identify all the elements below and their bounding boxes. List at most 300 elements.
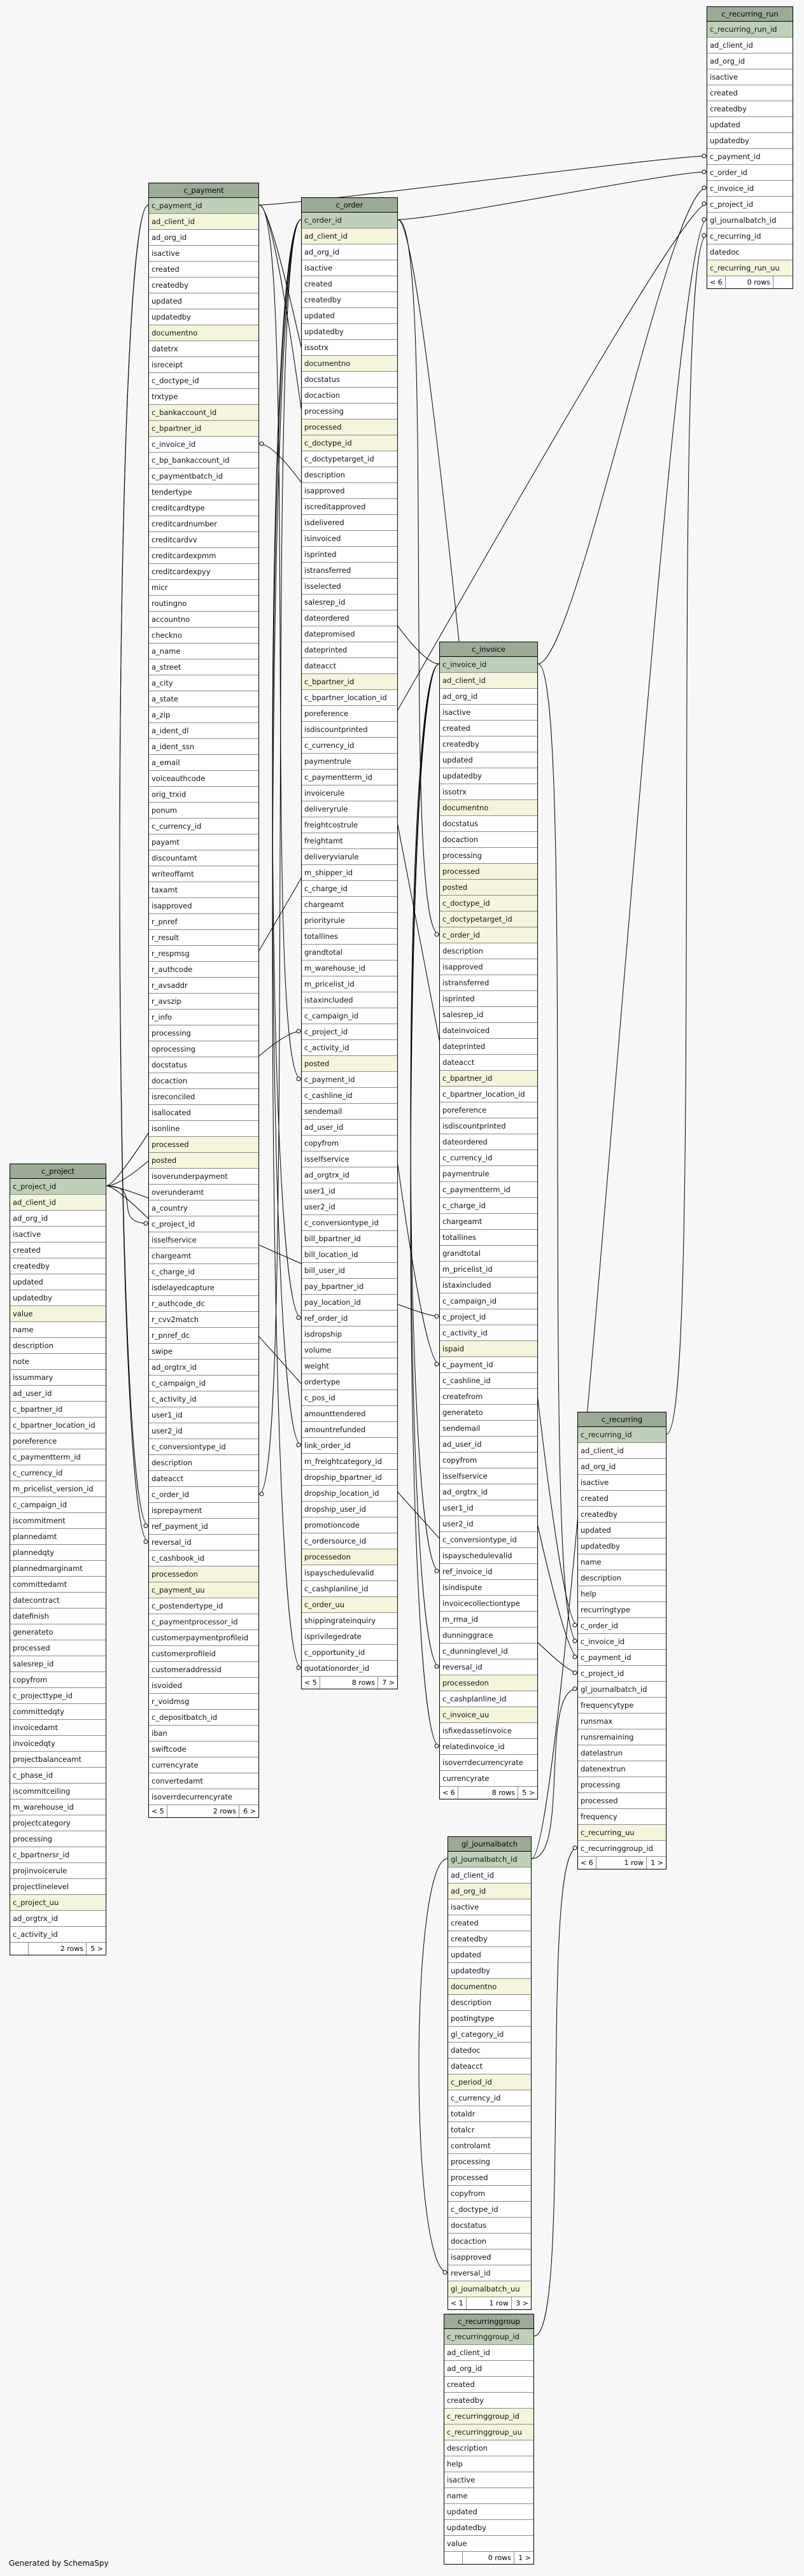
column-row[interactable]: c_opportunity_id	[302, 1645, 397, 1661]
column-row[interactable]: ref_order_id	[302, 1311, 397, 1327]
column-row[interactable]: user2_id	[302, 1199, 397, 1215]
column-row[interactable]: ad_client_id	[440, 673, 537, 689]
column-row[interactable]: c_payment_id	[149, 198, 258, 214]
column-row[interactable]: ad_client_id	[578, 1443, 666, 1459]
column-row[interactable]: chargeamt	[440, 1214, 537, 1230]
column-row[interactable]: sendemail	[302, 1104, 397, 1120]
column-row[interactable]: createfrom	[440, 1389, 537, 1405]
footer-cell[interactable]	[10, 1943, 29, 1955]
column-row[interactable]: description	[448, 1995, 531, 2011]
column-row[interactable]: c_currency_id	[440, 1150, 537, 1166]
column-row[interactable]: c_project_uu	[10, 1895, 106, 1911]
column-row[interactable]: r_voidmsg	[149, 1694, 258, 1710]
column-row[interactable]: c_bpartner_id	[440, 1071, 537, 1087]
column-row[interactable]: a_state	[149, 691, 258, 707]
column-row[interactable]: chargeamt	[302, 897, 397, 913]
column-row[interactable]: help	[578, 1586, 666, 1602]
column-row[interactable]: c_activity_id	[440, 1325, 537, 1341]
column-row[interactable]: isactive	[149, 246, 258, 262]
table-title[interactable]: c_order	[302, 198, 397, 213]
footer-cell[interactable]: 7 >	[382, 1679, 395, 1687]
column-row[interactable]: ad_org_id	[578, 1459, 666, 1475]
column-row[interactable]: dropship_location_id	[302, 1486, 397, 1502]
column-row[interactable]: processing	[302, 404, 397, 419]
footer-cell[interactable]: < 5	[149, 1805, 167, 1817]
column-row[interactable]: routingno	[149, 596, 258, 612]
column-row[interactable]: ad_client_id	[302, 229, 397, 244]
column-row[interactable]: isdropship	[302, 1327, 397, 1342]
column-row[interactable]: isoverrdecurrencyrate	[440, 1755, 537, 1771]
column-row[interactable]: datetrx	[149, 341, 258, 357]
column-row[interactable]: datefinish	[10, 1608, 106, 1624]
column-row[interactable]: isreconciled	[149, 1089, 258, 1105]
column-row[interactable]: isapproved	[302, 483, 397, 499]
column-row[interactable]: docaction	[302, 388, 397, 404]
column-row[interactable]: invoicedqty	[10, 1736, 106, 1752]
column-row[interactable]: c_paymentterm_id	[10, 1449, 106, 1465]
column-row[interactable]: c_charge_id	[149, 1264, 258, 1280]
column-row[interactable]: grandtotal	[302, 945, 397, 961]
column-row[interactable]: isprivileged​rate	[302, 1629, 397, 1645]
column-row[interactable]: isactive	[578, 1475, 666, 1491]
column-row[interactable]: processed	[302, 419, 397, 435]
table-c_recurring_run[interactable]	[707, 6, 793, 289]
column-row[interactable]: sendemail	[440, 1421, 537, 1437]
column-row[interactable]: c_projecttype_id	[10, 1688, 106, 1704]
column-row[interactable]: volume	[302, 1342, 397, 1358]
column-row[interactable]: dateordered	[440, 1134, 537, 1150]
column-row[interactable]: c_conversiontype_id	[302, 1215, 397, 1231]
column-row[interactable]: c_bp_bankaccount_id	[149, 453, 258, 468]
column-row[interactable]: creditcardvv	[149, 532, 258, 548]
column-row[interactable]: created	[707, 85, 793, 101]
table-title[interactable]: c_payment	[149, 183, 258, 198]
column-row[interactable]: c_recurring_uu	[578, 1825, 666, 1841]
column-row[interactable]: creditcardexpmm	[149, 548, 258, 564]
column-row[interactable]: ispaid	[440, 1341, 537, 1357]
column-row[interactable]: ad_org_id	[440, 689, 537, 705]
column-row[interactable]: c_charge_id	[302, 881, 397, 897]
column-row[interactable]: swipe	[149, 1344, 258, 1360]
column-row[interactable]: ordertype	[302, 1374, 397, 1390]
column-row[interactable]: copyfrom	[448, 2186, 531, 2202]
column-row[interactable]: createdby	[302, 292, 397, 308]
column-row[interactable]: name	[10, 1322, 106, 1338]
column-row[interactable]: dateacct	[440, 1055, 537, 1071]
table-title[interactable]: c_recurring_run	[707, 7, 793, 22]
column-row[interactable]: updated	[302, 308, 397, 324]
column-row[interactable]: updated	[578, 1523, 666, 1538]
column-row[interactable]: ponum	[149, 803, 258, 819]
column-row[interactable]: c_pos_id	[302, 1390, 397, 1406]
column-row[interactable]: copyfrom	[302, 1136, 397, 1151]
column-row[interactable]: c_invoice_uu	[440, 1707, 537, 1723]
column-row[interactable]: c_cashline_id	[302, 1088, 397, 1104]
table-title[interactable]: c_invoice	[440, 642, 537, 657]
footer-cell[interactable]: < 6	[707, 276, 726, 288]
column-row[interactable]: m_freightcategory_id	[302, 1454, 397, 1470]
column-row[interactable]: description	[302, 467, 397, 483]
column-row[interactable]: shippingrateinquiry	[302, 1613, 397, 1629]
table-title[interactable]: c_recurringgroup	[444, 2314, 533, 2329]
column-row[interactable]: c_project_id	[10, 1179, 106, 1195]
column-row[interactable]: reversal_id	[149, 1535, 258, 1551]
column-row[interactable]: r_info	[149, 1010, 258, 1025]
column-row[interactable]: ad_client_id	[448, 1868, 531, 1883]
column-row[interactable]: dateacct	[448, 2059, 531, 2074]
column-row[interactable]: frequency	[578, 1809, 666, 1825]
footer-cell[interactable]: 5 >	[522, 1789, 535, 1797]
column-row[interactable]: c_recurring_run_id	[707, 22, 793, 38]
column-row[interactable]: amountrefunded	[302, 1422, 397, 1438]
column-row[interactable]: writeoffamt	[149, 866, 258, 882]
table-title[interactable]: gl_journalbatch	[448, 1837, 531, 1852]
column-row[interactable]: istaxincluded	[302, 992, 397, 1008]
column-row[interactable]: ad_user_id	[440, 1437, 537, 1453]
column-row[interactable]: processing	[440, 848, 537, 864]
column-row[interactable]: pay_location_id	[302, 1295, 397, 1311]
column-row[interactable]: updated	[707, 117, 793, 133]
column-row[interactable]: c_campaign_id	[10, 1497, 106, 1513]
column-row[interactable]: isindispute	[440, 1580, 537, 1596]
column-row[interactable]: datenextrun	[578, 1761, 666, 1777]
column-row[interactable]: ad_orgtrx_id	[302, 1167, 397, 1183]
column-row[interactable]: c_ordersource_id	[302, 1533, 397, 1549]
column-row[interactable]: m_warehouse_id	[10, 1799, 106, 1815]
footer-cell[interactable]: 1 >	[518, 2554, 531, 2562]
column-row[interactable]: user1_id	[149, 1407, 258, 1423]
column-row[interactable]: amounttendered	[302, 1406, 397, 1422]
column-row[interactable]: processedon	[149, 1566, 258, 1582]
column-row[interactable]: creditcardexpyy	[149, 564, 258, 580]
footer-cell[interactable]: < 5	[302, 1677, 320, 1689]
column-row[interactable]: orig_trxid	[149, 787, 258, 803]
column-row[interactable]: ad_org_id	[10, 1211, 106, 1227]
column-row[interactable]: oprocessing	[149, 1041, 258, 1057]
column-row[interactable]: processedon	[440, 1675, 537, 1691]
column-row[interactable]: deliveryviarule	[302, 849, 397, 865]
column-row[interactable]: documentno	[440, 800, 537, 816]
table-c_recurring[interactable]	[577, 1412, 666, 1869]
footer-cell[interactable]: < 1	[448, 2297, 467, 2309]
column-row[interactable]: ad_org_id	[149, 230, 258, 246]
footer-cell[interactable]: 6 >	[243, 1807, 256, 1815]
column-row[interactable]: c_bpartnersr_id	[10, 1847, 106, 1863]
column-row[interactable]: pay_bpartner_id	[302, 1279, 397, 1295]
column-row[interactable]: ad_org_id	[707, 53, 793, 69]
column-row[interactable]: projinvoicerule	[10, 1863, 106, 1879]
column-row[interactable]: user1_id	[302, 1183, 397, 1199]
column-row[interactable]: c_invoice_id	[707, 181, 793, 197]
column-row[interactable]: created	[149, 262, 258, 278]
column-row[interactable]: isdelayedcapture	[149, 1280, 258, 1296]
column-row[interactable]: c_recurringgroup_uu	[444, 2425, 533, 2440]
column-row[interactable]: salesrep_id	[302, 595, 397, 610]
column-row[interactable]: documentno	[448, 1979, 531, 1995]
column-row[interactable]: chargeamt	[149, 1248, 258, 1264]
column-row[interactable]: c_bpartner_id	[149, 421, 258, 437]
column-row[interactable]: c_bpartner_location_id	[440, 1087, 537, 1102]
column-row[interactable]: taxamt	[149, 882, 258, 898]
column-row[interactable]: plannedmarginamt	[10, 1561, 106, 1577]
column-row[interactable]: c_postendertype_id	[149, 1598, 258, 1614]
column-row[interactable]: grandtotal	[440, 1246, 537, 1262]
column-row[interactable]: a_email	[149, 755, 258, 771]
column-row[interactable]: c_doctypetarget_id	[440, 911, 537, 927]
column-row[interactable]: c_payment_id	[302, 1072, 397, 1088]
footer-cell[interactable]: 1 >	[651, 1859, 663, 1867]
column-row[interactable]: dateprinted	[440, 1039, 537, 1055]
column-row[interactable]: projectbalanceamt	[10, 1752, 106, 1768]
column-row[interactable]: ad_orgtrx_id	[440, 1484, 537, 1500]
column-row[interactable]: isallocated	[149, 1105, 258, 1121]
column-row[interactable]: c_conversiontype_id	[149, 1439, 258, 1455]
column-row[interactable]: posted	[440, 880, 537, 896]
column-row[interactable]: docstatus	[302, 372, 397, 388]
column-row[interactable]: isoverrdecurrencyrate	[149, 1789, 258, 1805]
column-row[interactable]: isactive	[302, 260, 397, 276]
column-row[interactable]: updated	[149, 293, 258, 309]
column-row[interactable]: ref_invoice_id	[440, 1564, 537, 1580]
column-row[interactable]: swiftcode	[149, 1742, 258, 1757]
column-row[interactable]: poreference	[302, 706, 397, 722]
column-row[interactable]: m_pricelist_id	[440, 1262, 537, 1277]
footer-cell[interactable]	[773, 276, 793, 288]
column-row[interactable]: committedamt	[10, 1577, 106, 1593]
column-row[interactable]: c_period_id	[448, 2074, 531, 2090]
column-row[interactable]: iscommitceiling	[10, 1784, 106, 1799]
column-row[interactable]: isoverunderpayment	[149, 1169, 258, 1185]
column-row[interactable]: r_pnref	[149, 914, 258, 930]
column-row[interactable]: docaction	[149, 1073, 258, 1089]
column-row[interactable]: c_order_id	[149, 1487, 258, 1503]
column-row[interactable]: priorityrule	[302, 913, 397, 929]
column-row[interactable]: created	[444, 2377, 533, 2393]
column-row[interactable]: c_invoice_id	[440, 657, 537, 673]
column-row[interactable]: isprepayment	[149, 1503, 258, 1519]
column-row[interactable]: copyfrom	[10, 1672, 106, 1688]
column-row[interactable]: ad_org_id	[302, 244, 397, 260]
table-gl_journalbatch[interactable]	[448, 1836, 532, 2310]
column-row[interactable]: description	[578, 1570, 666, 1586]
column-row[interactable]: gl_journalbatch_id	[707, 213, 793, 229]
column-row[interactable]: m_shipper_id	[302, 865, 397, 881]
column-row[interactable]: c_currency_id	[302, 738, 397, 754]
column-row[interactable]: c_doctype_id	[149, 373, 258, 389]
column-row[interactable]: c_conversiontype_id	[440, 1532, 537, 1548]
column-row[interactable]: c_invoice_id	[149, 437, 258, 453]
column-row[interactable]: datedoc	[707, 244, 793, 260]
column-row[interactable]: ad_user_id	[10, 1386, 106, 1402]
column-row[interactable]: copyfrom	[440, 1453, 537, 1468]
column-row[interactable]: paymentrule	[440, 1166, 537, 1182]
column-row[interactable]: processed	[10, 1640, 106, 1656]
column-row[interactable]: c_recurring_id	[578, 1427, 666, 1443]
column-row[interactable]: updatedby	[440, 768, 537, 784]
column-row[interactable]: isprinted	[440, 991, 537, 1007]
column-row[interactable]: ad_client_id	[444, 2345, 533, 2361]
column-row[interactable]: description	[10, 1338, 106, 1354]
column-row[interactable]: c_order_id	[707, 165, 793, 181]
column-row[interactable]: issummary	[10, 1370, 106, 1386]
column-row[interactable]: frequencytype	[578, 1698, 666, 1714]
column-row[interactable]: updated	[440, 752, 537, 768]
column-row[interactable]: r_result	[149, 930, 258, 946]
column-row[interactable]: c_activity_id	[302, 1040, 397, 1056]
column-row[interactable]: dateacct	[302, 658, 397, 674]
column-row[interactable]: created	[302, 276, 397, 292]
column-row[interactable]: updatedby	[448, 1963, 531, 1979]
column-row[interactable]: istransferred	[440, 975, 537, 991]
column-row[interactable]: c_paymentterm_id	[440, 1182, 537, 1198]
footer-cell[interactable]	[444, 2552, 463, 2564]
column-row[interactable]: updatedby	[444, 2520, 533, 2536]
column-row[interactable]: c_project_id	[302, 1024, 397, 1040]
column-row[interactable]: generateto	[10, 1624, 106, 1640]
column-row[interactable]: ad_client_id	[707, 38, 793, 53]
column-row[interactable]: updated	[448, 1947, 531, 1963]
column-row[interactable]: datelastrun	[578, 1745, 666, 1761]
column-row[interactable]: c_paymentprocessor_id	[149, 1614, 258, 1630]
column-row[interactable]: c_payment_id	[707, 149, 793, 165]
column-row[interactable]: createdby	[578, 1507, 666, 1523]
column-row[interactable]: m_warehouse_id	[302, 961, 397, 976]
column-row[interactable]: isselfservice	[440, 1468, 537, 1484]
column-row[interactable]: r_avszip	[149, 994, 258, 1010]
column-row[interactable]: updatedby	[10, 1290, 106, 1306]
column-row[interactable]: createdby	[10, 1258, 106, 1274]
column-row[interactable]: quotationorder_id	[302, 1661, 397, 1677]
column-row[interactable]: c_project_id	[707, 197, 793, 213]
column-row[interactable]: customerpaymentprofileid	[149, 1630, 258, 1646]
column-row[interactable]: reversal_id	[440, 1659, 537, 1675]
column-row[interactable]: projectcategory	[10, 1815, 106, 1831]
column-row[interactable]: generateto	[440, 1405, 537, 1421]
column-row[interactable]: datecontract	[10, 1593, 106, 1608]
column-row[interactable]: c_activity_id	[149, 1391, 258, 1407]
column-row[interactable]: note	[10, 1354, 106, 1370]
column-row[interactable]: c_cashline_id	[440, 1373, 537, 1389]
column-row[interactable]: iban	[149, 1726, 258, 1742]
column-row[interactable]: controlamt	[448, 2138, 531, 2154]
column-row[interactable]: ref_payment_id	[149, 1519, 258, 1535]
column-row[interactable]: m_rma_id	[440, 1612, 537, 1628]
column-row[interactable]: totallines	[440, 1230, 537, 1246]
column-row[interactable]: c_payment_id	[440, 1357, 537, 1373]
column-row[interactable]: user2_id	[149, 1423, 258, 1439]
column-row[interactable]: c_bankaccount_id	[149, 405, 258, 421]
column-row[interactable]: iscreditapproved	[302, 499, 397, 515]
column-row[interactable]: c_doctype_id	[302, 435, 397, 451]
column-row[interactable]: processing	[149, 1025, 258, 1041]
table-c_invoice[interactable]	[439, 642, 538, 1799]
column-row[interactable]: voiceauthcode	[149, 771, 258, 787]
column-row[interactable]: c_recurringgroup_id	[444, 2409, 533, 2425]
column-row[interactable]: issotrx	[440, 784, 537, 800]
column-row[interactable]: dropship_user_id	[302, 1502, 397, 1517]
column-row[interactable]: iscommitment	[10, 1513, 106, 1529]
column-row[interactable]: isactive	[448, 1899, 531, 1915]
column-row[interactable]: a_name	[149, 644, 258, 659]
footer-cell[interactable]: 5 >	[90, 1945, 103, 1953]
column-row[interactable]: dateprinted	[302, 642, 397, 658]
column-row[interactable]: processing	[578, 1777, 666, 1793]
column-row[interactable]: updatedby	[149, 309, 258, 325]
column-row[interactable]: deliveryrule	[302, 801, 397, 817]
column-row[interactable]: datedoc	[448, 2043, 531, 2059]
column-row[interactable]: isinvoiced	[302, 531, 397, 547]
column-row[interactable]: istransferred	[302, 563, 397, 579]
column-row[interactable]: issotrx	[302, 340, 397, 356]
column-row[interactable]: isdelivered	[302, 515, 397, 531]
column-row[interactable]: dateordered	[302, 610, 397, 626]
column-row[interactable]: customerprofileid	[149, 1646, 258, 1662]
column-row[interactable]: c_charge_id	[440, 1198, 537, 1214]
column-row[interactable]: overunderamt	[149, 1185, 258, 1200]
column-row[interactable]: r_cvv2match	[149, 1312, 258, 1328]
column-row[interactable]: isactive	[707, 69, 793, 85]
table-title[interactable]: c_project	[10, 1164, 106, 1179]
column-row[interactable]: gl_category_id	[448, 2027, 531, 2043]
footer-cell[interactable]: < 6	[578, 1857, 596, 1869]
column-row[interactable]: accountno	[149, 612, 258, 628]
column-row[interactable]: ispayschedulevalid	[302, 1565, 397, 1581]
column-row[interactable]: a_zip	[149, 707, 258, 723]
column-row[interactable]: created	[578, 1491, 666, 1507]
column-row[interactable]: m_pricelist_id	[302, 976, 397, 992]
column-row[interactable]: ispayschedulevalid	[440, 1548, 537, 1564]
column-row[interactable]: c_project_id	[440, 1309, 537, 1325]
column-row[interactable]: c_phase_id	[10, 1768, 106, 1784]
column-row[interactable]: posted	[149, 1153, 258, 1169]
column-row[interactable]: tendertype	[149, 484, 258, 500]
column-row[interactable]: c_doctype_id	[448, 2202, 531, 2218]
column-row[interactable]: c_bpartner_location_id	[302, 690, 397, 706]
column-row[interactable]: c_doctype_id	[440, 896, 537, 911]
column-row[interactable]: trxtype	[149, 389, 258, 405]
column-row[interactable]: c_cashplanline_id	[440, 1691, 537, 1707]
column-row[interactable]: reversal_id	[448, 2265, 531, 2281]
column-row[interactable]: c_bpartner_location_id	[10, 1418, 106, 1433]
column-row[interactable]: plannedamt	[10, 1529, 106, 1545]
column-row[interactable]: gl_journalbatch_uu	[448, 2281, 531, 2297]
column-row[interactable]: c_order_id	[302, 213, 397, 229]
column-row[interactable]: docstatus	[440, 816, 537, 832]
column-row[interactable]: totalcr	[448, 2122, 531, 2138]
column-row[interactable]: value	[444, 2536, 533, 2552]
column-row[interactable]: a_ident_ssn	[149, 739, 258, 755]
column-row[interactable]: updated	[10, 1274, 106, 1290]
column-row[interactable]: created	[10, 1242, 106, 1258]
column-row[interactable]: dateinvoiced	[440, 1023, 537, 1039]
column-row[interactable]: projectlinelevel	[10, 1879, 106, 1895]
column-row[interactable]: isprinted	[302, 547, 397, 563]
column-row[interactable]: isapproved	[149, 898, 258, 914]
column-row[interactable]: documentno	[149, 325, 258, 341]
column-row[interactable]: created	[440, 721, 537, 736]
column-row[interactable]: processed	[440, 864, 537, 880]
column-row[interactable]: ad_orgtrx_id	[149, 1360, 258, 1376]
column-row[interactable]: c_cashbook_id	[149, 1551, 258, 1566]
column-row[interactable]: customeraddressid	[149, 1662, 258, 1678]
column-row[interactable]: c_depositbatch_id	[149, 1710, 258, 1726]
column-row[interactable]: createdby	[440, 736, 537, 752]
column-row[interactable]: value	[10, 1306, 106, 1322]
column-row[interactable]: bill_user_id	[302, 1263, 397, 1279]
column-row[interactable]: isdiscountprinted	[440, 1118, 537, 1134]
column-row[interactable]: isselfservice	[302, 1151, 397, 1167]
column-row[interactable]: runsmax	[578, 1714, 666, 1729]
